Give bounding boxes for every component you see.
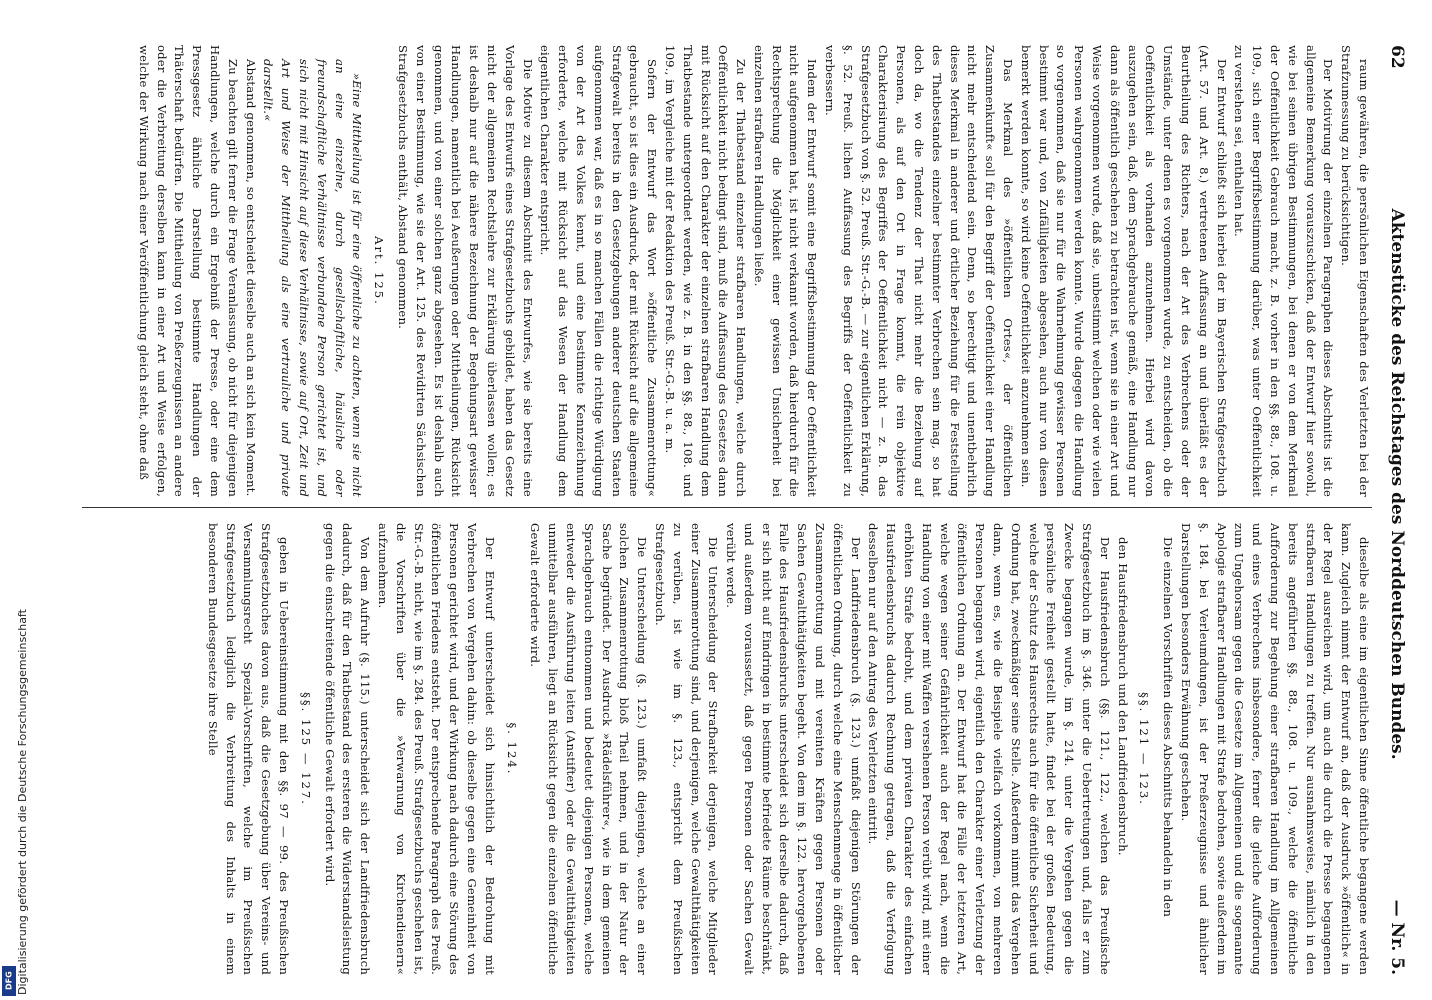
dfg-logo: DFG — [2, 966, 16, 996]
issue-number: — Nr. 5. — [1387, 899, 1407, 975]
section-heading: §§. 125 — 127. — [298, 692, 313, 806]
paragraph: dieselbe als eine im eigentlichen Sinne öffentliche begangene werden kann. Zugleich nimmt der Entwurf an, daß der Ausdruck »öffentlich« in der Regel ausreichen wird, um auch die durch die Presse begangenen strafbaren Handlungen zu treffen. Nur ausnahmsweise, nämlich in den bereits angeführten §§. 88., 108. u. 109., welche die öffentliche Aufforderung zur Begehung einer strafbaren Handlung im Allgemeinen und eines Verbrechens insbesondere, ferner die gleiche Aufforderung zum Ungehorsam gegen die Gesetze im Allgemeinen und die sogenannte Apologie strafbarer Handlungen mit Strafe bedrohen, sowie außerdem im §. 184. bei Verleumdungen, ist der Preßerzeugnisse und ähnlicher Darstellungen besonders Erwähnung geschehen. — [1179, 523, 1371, 975]
paragraph: raum gewähren, die persönlichen Eigenschaften des Verletzten bei der Strafzumessung zu berücksichtigen. — [1339, 45, 1371, 497]
paragraph: Zu der Thatbestand einzelner strafbaren Handlungen, welche durch Oeffentlichkeit nicht bedingt sind, muß die Auffassung des Gesetzes dann mit Rücksicht auf den Charakter der einzelnen strafbaren Handlung dem Thatbestande untergeordnet werden, wie z. B. in den §§. 88., 108. und 109., im Vergleiche mit der Redaktion des Preuß. Str.-G.-B. u. a. m. — [662, 45, 749, 497]
paragraph: »Eine Mittheilung ist für eine öffentliche zu achten, wenn sie nicht an eine einzelne, durch gesellschaftliche, häusliche oder freundschaftliche Verhältnisse verbundene Person gerichtet ist, und sich nicht mit Hinsicht auf diese Verhältnisse, sowie auf Ort, Zeit und Art und Weise der Mittheilung als eine vertrauliche und private darstellt.« — [261, 59, 365, 497]
paragraph: Der Hausfriedensbruch (§§. 121., 122., welchen das Preußische Strafgesetzbuch im §. 346. unter die Uebertretungen und, falls er zum Zwecke begangen wurde, im §. 214. unter die Vergehen gegen die persönliche Freiheit gestellt hatte, findet bei der großen Bedeutung, welche der Schutz des Hausrechts auch für die öffentliche Sicherheit und Ordnung hat, zweckmäßiger seine Stelle. Außerdem nimmt das Vergehen dann, wenn es, wie die Beispiele vielfach vorkommen, von mehreren Personen begangen wird, eigentlich den Charakter einer Verletzung der öffentlichen Ordnung an. Der Entwurf hat die Fälle der letzteren Art, welche wegen seiner Gefährlichkeit auch der Regel nach, wenn die Handlung von einer mit Waffen versehenen Person verübt wird, mit einer erhöhten Strafe bedroht, und dem privaten Charakter des einfachen Hausfriedensbruchs dadurch Rechnung getragen, daß die Verfolgung desselben nur auf den Antrag des Verletzten eintritt. — [866, 523, 1112, 975]
page-header — [1382, 45, 1412, 975]
paragraph: Die Unterscheidung der Strafbarkeit derjenigen, welche Mitglieder einer Zusammenrottung sind, und derjenigen, welche Gewaltthätigkeiten zu verüben, ist wie im §. 123., entspricht dem Preußischen Strafgesetzbuch. — [652, 523, 721, 975]
paragraph: Abstand genommen, so entscheidet dieselbe auch an sich kein Moment. — [243, 59, 258, 497]
paragraph: Das Merkmal des »öffentlichen Ortes«, der öffentlichen Zusammenkunft« soll für den Begriff der Oeffentlichkeit einer Handlung nicht mehr entscheidend sein. Denn, so berechtigt und unentbehrlich dieses Merkmal in anderer und örtlicher Beziehung für die Feststellung des Thatbestandes einzelner bestimmter Verbrechen sein mag, so hat doch da, wo die Tendenz der That nicht mehr die Beziehung auf Personen, als auf den Ort in Frage kommt, die rein objektive Charakterisirung des Begriffes der Oeffentlichkeit nicht — z. B. das Strafgesetzbuch von §. 52. Preuß. Str.-G.-B. — zur eigentlichen Erklärung, §. 52. Preuß. lichen Auffassung des Begriffs der Oeffentlichkeit zu verbessern. — [823, 45, 1016, 497]
paragraph: Zu beachten gilt ferner die Frage Veranlassung, ob nicht für diejenigen Handlungen, welche durch ein Ergebniß der Presse, oder eine dem Pressgesetz ähnliche Darstellung bestimmte Handlungen der Thäterschaft bedürfen. Die Mittheilung von Preßerzeugnissen an andere oder die Verbreitung derselben kann in einer Art und Weise erfolgen, welche der Wirkung nach einer Veröffentlichung gleich steht, ohne daß — [136, 45, 240, 497]
paragraph: Der Entwurf unterscheidet sich hinsichtlich der Bedrohung mit Verbrechen von Vergehen dahin: ob dieselbe gegen eine Gemeinheit von Personen gerichtet wird, und der Wirkung nach dadurch eine Störung des öffentlichen Friedens entsteht. Der entsprechende Paragraph des Preuß. Str.-G.-B. nicht, wie im §. 284. des Preuß. Strafgesetzbuchs geschehen ist, die Vorschriften über die »Verwarnung von Kirchendienern« aufzunehmen. — [375, 523, 497, 975]
paragraph: Indem der Entwurf somit eine Begriffsbestimmung der Oeffentlichkeit nicht aufgenommen hat, ist nicht verkannt worden, daß hierdurch für die Rechtsprechung die Möglichkeit einer gewissen Unsicherheit bei einzelnen strafbaren Handlungen ließe. — [751, 45, 820, 497]
digitization-note: Digitalisierung gefördert durch die Deutsche Forschungsgemeinschaft — [16, 609, 29, 995]
left-column — [82, 45, 1372, 497]
paragraph: Der Landfriedensbruch (§. 123.) umfaßt diejenigen Störungen der öffentlichen Ordnung, durch welche eine Menschenmenge in öffentlicher Zusammenrottung und mit vereinten Kräften gegen Personen oder Sachen Gewaltthätigkeiten begeht. Von dem im §. 122. hervorgehobenen Falle des Hausfriedensbruchs unterscheidet sich derselbe dadurch, daß er sich nicht auf Eindringen in bestimmte befriedete Räume beschränkt, und außerdem voraussetzt, daß gegen Personen oder Sachen Gewalt verübt werde. — [724, 523, 863, 975]
running-title: Aktenstücke des Reichstages des Norddeutschen Bundes. — [1387, 208, 1407, 760]
paragraph: Der Entwurf schließt sich hierbei der im Bayerischen Strafgesetzbuch (Art. 57. und Art. 8.) vertretenen Auffassung an und überläßt es der Beurtheilung des Richters, nach der Art des Verbrechens oder der Umstände, unter denen es vorgenommen wurde, zu entscheiden, ob die Oeffentlichkeit als vorhanden anzunehmen. Hierbei wird davon auszugehen sein, daß, dem Sprachgebrauche gemäß, eine Handlung nur dann als öffentlich geschehen zu betrachten ist, wenn sie in einer Art und Weise vorgenommen wurde, daß sie, unbestimmt welchen oder wie vielen Personen wahrgenommen werden konnte. Wurde dagegen die Handlung so vorgenommen, daß sie nur für die Wahrnehmung gewisser Personen bestimmt war und, von Zufälligkeiten abgesehen, auch nur von diesen bemerkt werden konnte, so wird keine Oeffentlichkeit anzunehmen sein. — [1018, 45, 1229, 497]
page-number: 62 — [1387, 45, 1407, 69]
paragraph: Der Motivirung der einzelnen Paragraphen dieses Abschnitts ist die allgemeine Bemerkung vorauszuschicken, daß der Entwurf hier sowohl, wie bei seinen übrigen Bestimmungen, bei denen er von dem Merkmal der Oeffentlichkeit Gebrauch macht, z. B. vorher in den §§. 88., 108. u. 109., sich einer Begriffsbestimmung darüber, was unter Oeffentlichkeit zu verstehen sei, enthalten hat. — [1232, 45, 1336, 497]
column-divider — [82, 507, 1372, 508]
digitization-footer — [0, 0, 29, 1000]
paragraph: Die Unterscheidung (§. 123.) umfaßt diejenigen, welche an einer solchen Zusammenrottung bloß Theil nehmen, und in der Natur der Sache begründet. Der Ausdruck »Rädelsführer«, wie in dem gemeinen Sprachgebrauch entnommen und bedeutet diejenigen Personen, welche entweder die Ausführung leiten (Anstifter) oder die Gewaltthätigkeiten unmittelbar ausführen, liegt an Rücksicht gegen die einzelnen öffentliche Gewalt erforderte wird. — [528, 523, 650, 975]
paragraph: Von dem Aufruhr (§. 115.) unterscheidet sich der Landfriedensbruch dadurch, daß für den Thatbestand des ersteren die Widerstandsleistung gegen die einschreitende öffentliche Gewalt erfordert wird. — [322, 523, 373, 975]
paragraph: geben in Uebereinstimmung mit den §§. 97 — 99. des Preußischen Strafgesetzbuches davon aus, daß die Gesetzgebung über Vereins- und Versammlungsrecht Spezial-Vorschriften, welche im Preußischen Strafgesetzbuch lediglich die Verbreitung des Inhalts in einem besonderen Bundesgesetze ihre Stelle — [205, 523, 291, 975]
section-heading: Art. 125. — [372, 236, 387, 306]
rotated-page-content — [72, 45, 1412, 975]
paragraph: Sofern der Entwurf das Wort »öffentliche Zusammenrottung« gebraucht, so ist dies ein Ausdruck, der mit Rücksicht auf die allgemeine Strafgewalt bereits in den Gesetzgebungen anderer deutschen Staaten aufgenommen war, daß es in so manchen Fällen die richtige Würdigung von der Art des Volkes kennt, und eine bestimmte Kennzeichnung erforderte, welche mit Rücksicht auf das Wesen der Handlung dem eigentlichen Charakter entspricht. — [538, 45, 660, 497]
paragraph: den Hausfriedensbruch und den Landfriedensbruch. — [1115, 537, 1130, 856]
right-column — [82, 523, 1372, 975]
section-heading: §§. 121 — 123. — [1137, 692, 1152, 806]
section-heading: §. 124. — [504, 722, 519, 776]
paragraph: Die Motive zu diesem Abschnitt des Entwurfes, wie sie bereits eine Vorlage des Entwurfs eines Strafgesetzbuchs gebildet, haben das Gesetz nicht der allgemeinen Rechtslehre zur Erklärung überlassen wollen; es ist deshalb nur auf die nähere Bezeichnung der Begehungsart gewisser Handlungen, namentlich bei Aeußerungen oder Mittheilungen, Rücksicht genommen, und von einer solchen ganz abgesehen. Es ist deshalb auch von einer Bestimmung, wie sie der Art. 125. des Revidirten Sächsischen Strafgesetzbuchs enthält, Abstand genommen. — [395, 45, 535, 497]
paragraph: Die einzelnen Vorschriften dieses Abschnitts behandeln in den — [1161, 537, 1176, 918]
